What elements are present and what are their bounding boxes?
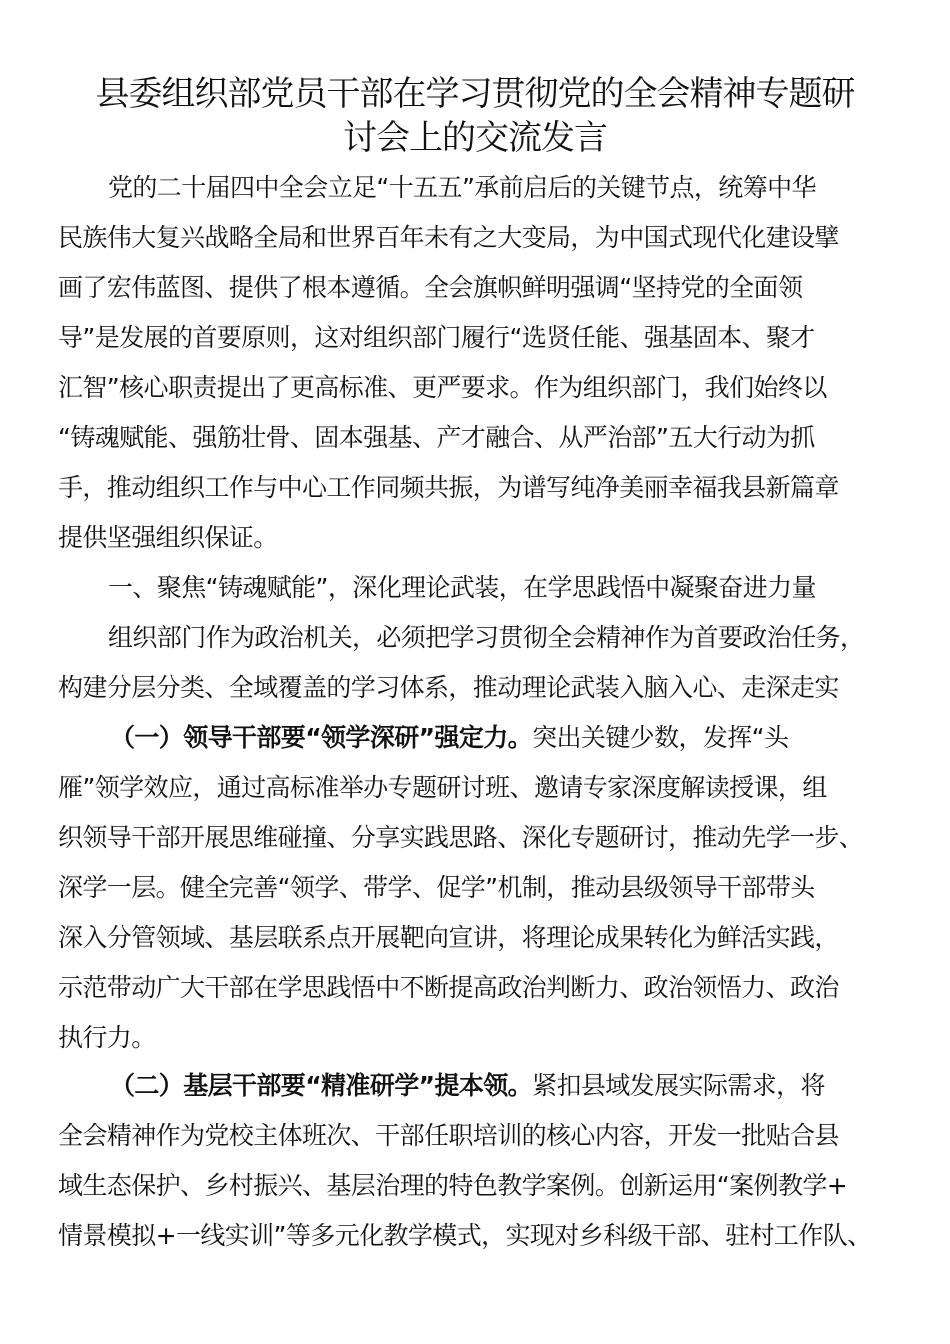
intro-paragraph-line: 党的二十届四中全会立足“十五五”承前启后的关键节点，统筹中华 [108,173,816,202]
subsection-line: 深入分管领域、基层联系点开展靶向宣讲，将理论成果转化为鲜活实践， [58,923,839,952]
section-paragraph-line: 组织部门作为政治机关，必须把学习贯彻全会精神作为首要政治任务， [108,623,865,652]
intro-paragraph-line: 民族伟大复兴战略全局和世界百年未有之大变局，为中国式现代化建设擘 [58,223,839,252]
subsection-first-line [110,720,788,756]
section-paragraph-line: 构建分层分类、全域覆盖的学习体系，推动理论武装入脑入心、走深走实 [58,673,839,702]
intro-paragraph-line: 提供坚强组织保证。 [58,523,278,552]
subsection-bold-lead: （一）领导干部要“领学深研”强定力。 [110,723,533,752]
subsection-line: 执行力。 [58,1023,156,1052]
subsection-line: 示范带动广大干部在学思践悟中不断提高政治判断力、政治领悟力、政治 [58,973,839,1002]
subsection-line: 织领导干部开展思维碰撞、分享实践思路、深化专题研讨，推动先学一步、 [58,823,864,852]
subsection-line: 全会精神作为党校主体班次、干部任职培训的核心内容，开发一批贴合县 [58,1121,839,1150]
section-heading: 一、聚焦“铸魂赋能”，深化理论武装，在学思践悟中凝聚奋进力量 [108,573,816,602]
subsection-line: 域生态保护、乡村振兴、基层治理的特色教学案例。创新运用“案例教学+ [58,1171,848,1200]
document-title-line-1: 县委组织部党员干部在学习贯彻党的全会精神专题研 [95,74,855,114]
document-title-line-2: 讨会上的交流发言 [343,118,607,158]
intro-paragraph-line: “铸魂赋能、强筋壮骨、固本强基、产才融合、从严治部”五大行动为抓 [58,423,815,452]
subsection-first-line [110,1068,825,1104]
intro-paragraph-line: 画了宏伟蓝图、提供了根本遵循。全会旗帜鲜明强调“坚持党的全面领 [58,273,803,302]
intro-paragraph-line: 手，推动组织工作与中心工作同频共振，为谱写纯净美丽幸福我县新篇章 [58,473,839,502]
subsection-lead-rest: 紧扣县域发展实际需求，将 [532,1071,825,1100]
intro-paragraph-line: 汇智”核心职责提出了更高标准、更严要求。作为组织部门，我们始终以 [58,373,827,402]
intro-paragraph-line: 导”是发展的首要原则，这对组织部门履行“选贤任能、强基固本、聚才 [58,323,815,352]
subsection-lead-rest: 突出关键少数，发挥“头 [532,723,789,752]
subsection-bold-lead: （二）基层干部要“精准研学”提本领。 [110,1071,533,1100]
subsection-line: 深学一层。健全完善“领学、带学、促学”机制，推动县级领导干部带头 [58,873,815,902]
subsection-line: 雁”领学效应，通过高标准举办专题研讨班、邀请专家深度解读授课，组 [58,773,827,802]
subsection-line: 情景模拟+一线实训”等多元化教学模式，实现对乡科级干部、驻村工作队、 [58,1221,872,1250]
